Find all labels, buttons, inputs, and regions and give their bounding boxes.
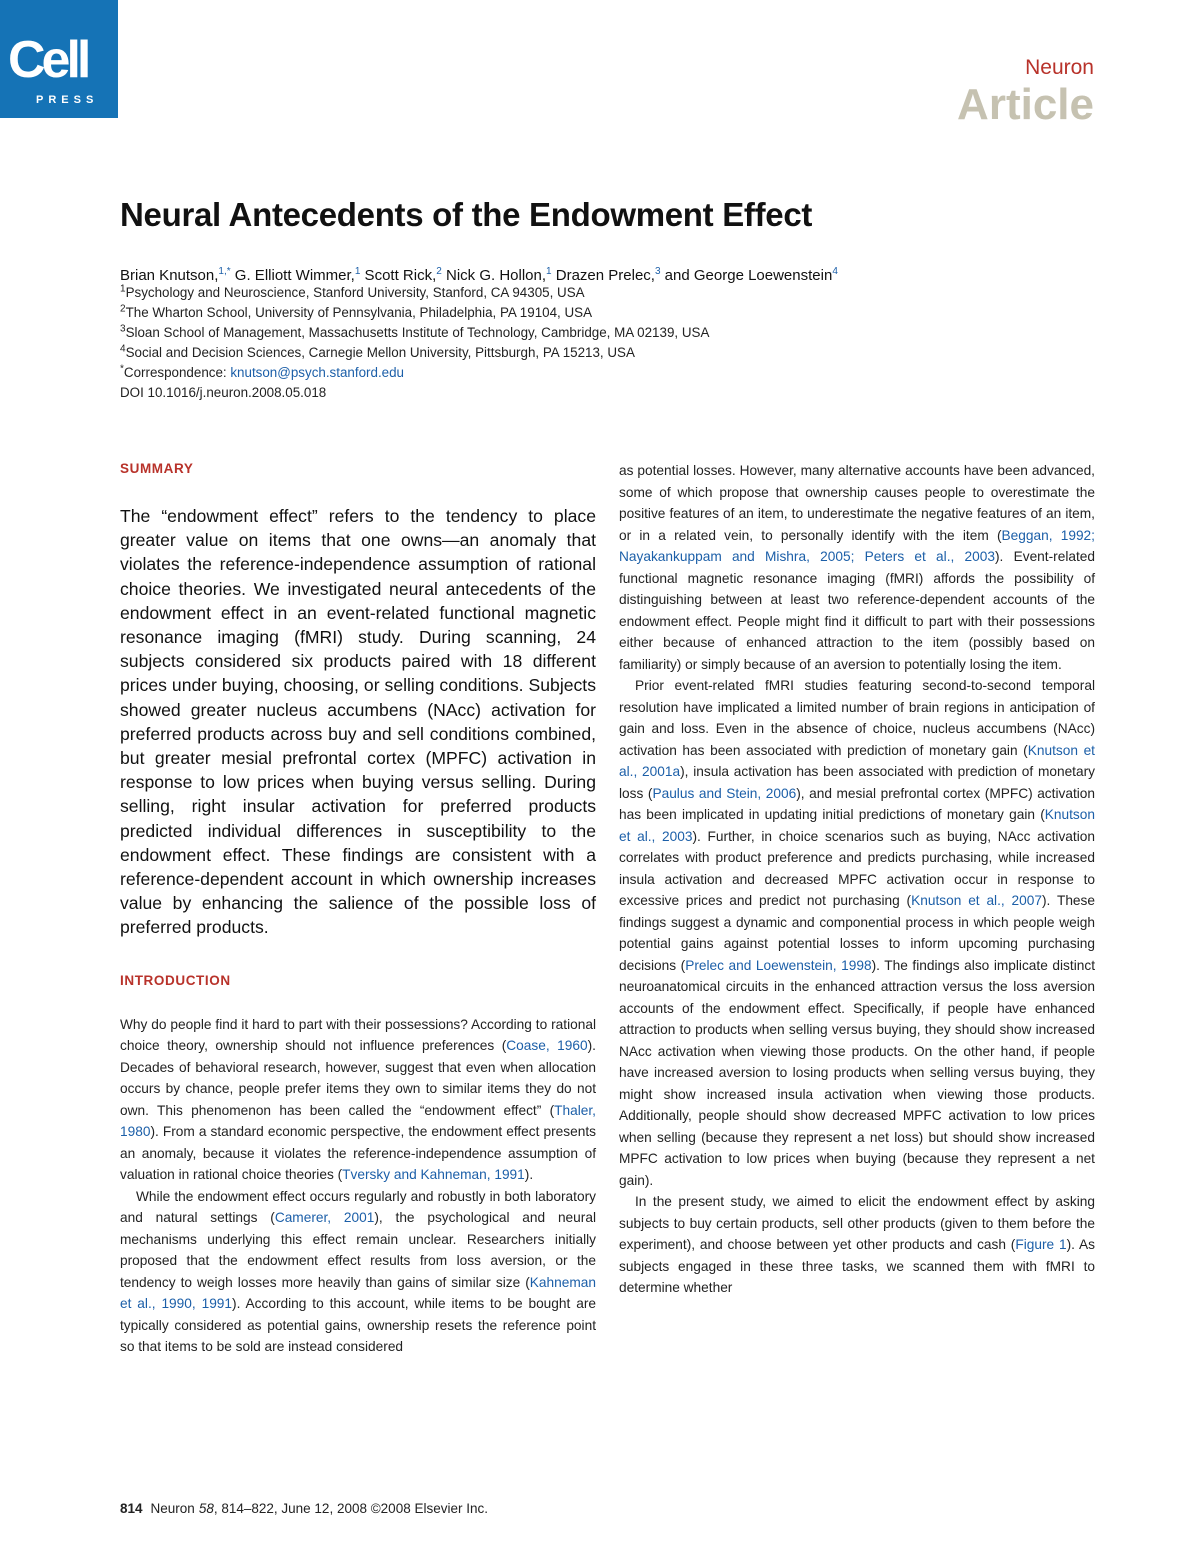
paragraph-text: In the present study, we aimed to elicit the endowment effect by asking subjects to buy certain products, sell other products (given to them before the experiment), and choose between yet other products and cash ( [619,1194,1095,1252]
introduction-heading: INTRODUCTION [120,972,231,988]
citation-link[interactable]: Kahneman et al., 1990, 1991 [120,1274,596,1312]
affiliation-text: Sloan School of Management, Massachusetts Institute of Technology, Cambridge, MA 02139, USA [125,325,710,340]
affiliation-text: Psychology and Neuroscience, Stanford University, Stanford, CA 94305, USA [125,285,585,300]
citation-link[interactable]: Tversky and Kahneman, 1991 [342,1167,525,1183]
footer-journal: Neuron [150,1501,195,1516]
intro-paragraph-4 [619,675,1095,1191]
citation-link[interactable]: Knutson et al., 2007 [911,893,1042,908]
author-name: Brian Knutson, [120,267,219,284]
author-name: Drazen Prelec, [551,267,655,284]
summary-text: The “endowment effect” refers to the tendency to place greater value on items that one owns—an anomaly that violates the reference-independence assumption of rational choice theories. We investigated neural antecedents of the endowment effect in an event-related functional magnetic resonance imaging (fMRI) study. During scanning, 24 subjects considered six products paired with 18 different prices under buying, choosing, or selling conditions. Subjects showed greater nucleus accumbens (NAcc) activation for preferred products across buy and sell conditions combined, but greater mesial prefrontal cortex (MPFC) activation in response to low prices when buying versus selling. During selling, right insular activation for preferred products predicted individual differences in susceptibility to the endowment effect. These findings are consistent with a reference-dependent account in which ownership increases value by enhancing the salience of the possible loss of preferred products. [120,506,596,938]
author-affiliation-marker[interactable]: 2 [436,266,442,277]
paragraph-text: While the endowment effect occurs regularly and robustly in both laboratory and natural settings ( [120,1188,596,1226]
affiliation [120,303,709,323]
citation-link[interactable]: Coase, 1960 [506,1038,588,1054]
paragraph-text: Why do people find it hard to part with their possessions? According to rational choice theory, ownership should not influence preferences ( [120,1016,596,1054]
author-affiliation-marker[interactable]: 4 [832,266,838,277]
affiliation-marker: 3 [120,323,126,335]
article-type: Article [957,80,1094,129]
citation-link[interactable]: Beggan, 1992; Nayakankuppam and Mishra, 2005; Peters et al., 2003 [619,527,1095,564]
author-affiliation-marker[interactable]: 1 [546,266,552,277]
cell-press-logo [0,0,118,118]
affiliation-marker: 1 [120,283,126,295]
affiliation [120,343,709,363]
intro-paragraph-1 [120,1014,596,1186]
citation-link[interactable]: Figure 1 [1015,1237,1067,1252]
citation-link[interactable]: Knutson et al., 2001a [619,742,1095,779]
paragraph-text: as potential losses. However, many alternative accounts have been advanced, some of which propose that ownership causes people to overestimate the positive features of an item, to underestimate the negative features of an item, or in a related vein, to personally identify with the item ( [619,463,1095,543]
page-footer [120,1500,488,1518]
author-affiliation-marker[interactable]: 1,* [218,266,231,277]
logo-press: PRESS [36,94,99,106]
correspondence-email-link[interactable]: knutson@psych.stanford.edu [230,365,404,380]
affiliation [120,323,709,343]
author-affiliation-marker[interactable]: 1 [354,266,361,277]
intro-paragraph-2 [120,1186,596,1358]
paragraph-text: ). These findings suggest a dynamic and componential process in which people weigh potential gains against potential losses to inform upcoming purchasing decisions ( [619,893,1095,973]
footer-volume: 58 [198,1501,214,1516]
paragraph-text: Prior event-related fMRI studies featuring second-to-second temporal resolution have implicated a limited number of brain regions in anticipation of gain and loss. Even in the absence of choice, nucleus accumbens (NAcc) activation has been associated with prediction of monetary gain ( [619,678,1095,758]
citation-link[interactable]: Prelec and Loewenstein, 1998 [685,957,872,973]
affiliations [120,283,709,403]
citation-link[interactable]: Thaler, 1980 [120,1102,596,1140]
affiliation-marker: 4 [120,343,126,355]
affiliation-text: The Wharton School, University of Pennsylvania, Philadelphia, PA 19104, USA [125,305,593,320]
citation-link[interactable]: Camerer, 2001 [274,1210,375,1226]
intro-paragraph-5 [619,1191,1095,1299]
affiliation-text: Social and Decision Sciences, Carnegie Mellon University, Pittsburgh, PA 15213, USA [125,345,635,360]
citation-link[interactable]: Paulus and Stein, 2006 [652,785,797,801]
author-name: and George Loewenstein [660,267,833,284]
author-name: G. Elliott Wimmer, [230,267,355,284]
paragraph-text: ). Decades of behavioral research, however, suggest that even when allocation occurs by chance, people prefer items they own to similar items they do not own. This phenomenon has been called the “endowment effect” ( [120,1038,596,1118]
paragraph-text: ). Further, in choice scenarios such as buying, NAcc activation correlates with product preference and predicts purchasing, while increased insula activation and decreased MPFC activation occur in response to excessive prices and predict not purchasing ( [619,828,1095,908]
logo-word: Cell [8,31,88,89]
paragraph-text: ). According to this account, while items to be bought are typically considered as potential gains, ownership resets the reference point so that items to be sold are instead considered [120,1296,596,1355]
footer-citation: , 814–822, June 12, 2008 ©2008 Elsevier Inc. [213,1501,488,1516]
correspondence: *Correspondence: knutson@psych.stanford.edu [120,363,404,380]
citation-link[interactable]: Knutson et al., 2003 [619,807,1095,844]
paragraph-text: ). The findings also implicate distinct neuroanatomical circuits in the enhanced attraction versus the loss aversion accounts of the endowment effect. Specifically, if people have enhanced attraction to products when selling versus buying, they should show increased NAcc activation when viewing those products. On the other hand, if people have increased aversion to losing products when selling versus buying, they might show increased insula activation when viewing those products. Additionally, people should show decreased MPFC activation to low prices when selling (because they represent a net loss) but should show increased MPFC activation to low prices when buying (because they represent a net gain). [619,957,1095,1188]
paragraph-text: ), insula activation has been associated with prediction of monetary loss ( [619,764,1096,801]
summary-heading: SUMMARY [120,461,194,476]
paper-title: Neural Antecedents of the Endowment Effect [120,196,813,233]
page-number: 814 [120,1501,143,1516]
author-affiliation-marker[interactable]: 3 [654,266,661,277]
paragraph-text: ), the psychological and neural mechanisms underlying this effect remain unclear. Researchers initially proposed that the endowment effect results from loss aversion, or the tendency to weigh losses more heavily than gains of similar size ( [120,1210,596,1290]
left-column [120,460,596,1358]
right-column [619,460,1095,1299]
paragraph-text: ). Event-related functional magnetic resonance imaging (fMRI) affords the possibility of distinguishing between at least two reference-dependent accounts of the endowment effect. People might find it difficult to part with their possessions either because of enhanced attraction to the item (possibly based on familiarity) or simply because of an aversion to potentially losing the item. [619,549,1096,672]
doi: DOI 10.1016/j.neuron.2008.05.018 [120,385,327,400]
affiliation-marker: 2 [120,303,126,315]
paragraph-text: ). As subjects engaged in these three tasks, we scanned them with fMRI to determine whether [619,1237,1096,1295]
intro-paragraph-3 [619,460,1095,675]
paragraph-text: ). From a standard economic perspective, the endowment effect presents an anomaly, because it violates the reference-independence assumption of valuation in rational choice theories ( [120,1124,596,1183]
journal-name: Neuron [1025,56,1094,79]
paragraph-text: ). [524,1167,534,1183]
paragraph-text: ), and mesial prefrontal cortex (MPFC) activation has been implicated in updating initial predictions of monetary gain ( [619,785,1096,822]
author-name: Scott Rick, [360,267,437,284]
author-name: Nick G. Hollon, [441,267,547,284]
affiliation [120,283,709,303]
